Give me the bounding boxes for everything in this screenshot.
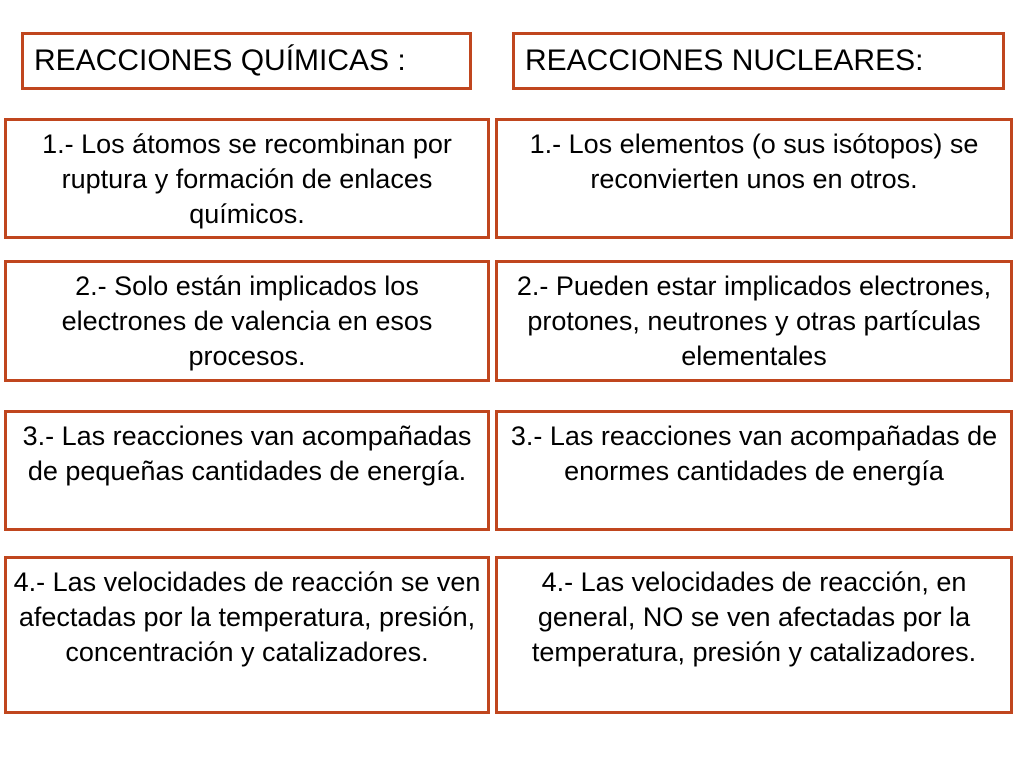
nucleares-item-1: [495, 118, 1013, 239]
nucleares-item-2: [495, 260, 1013, 382]
header-quimicas: [21, 32, 472, 90]
nucleares-item-4: [495, 556, 1013, 714]
quimicas-item-4-text: 4.- Las velocidades de reacción se ven afectadas por la temperatura, presión, concentración y catalizadores.: [13, 567, 481, 667]
quimicas-item-4: [4, 556, 490, 714]
quimicas-item-3: [4, 410, 490, 531]
header-nucleares-label: REACCIONES NUCLEARES:: [525, 44, 924, 77]
nucleares-item-2-text: 2.- Pueden estar implicados electrones, protones, neutrones y otras partículas elementales: [516, 271, 992, 371]
nucleares-item-3-text: 3.- Las reacciones van acompañadas de enormes cantidades de energía: [510, 421, 998, 486]
quimicas-item-2-text: 2.- Solo están implicados los electrones de valencia en esos procesos.: [61, 271, 433, 371]
header-nucleares: [512, 32, 1005, 90]
quimicas-item-1-text: 1.- Los átomos se recombinan por ruptura y formación de enlaces químicos.: [42, 129, 452, 229]
nucleares-item-1-text: 1.- Los elementos (o sus isótopos) se reconvierten unos en otros.: [529, 129, 979, 194]
nucleares-item-3: [495, 410, 1013, 531]
header-quimicas-label: REACCIONES QUÍMICAS :: [34, 44, 406, 77]
nucleares-item-4-text: 4.- Las velocidades de reacción, en general, NO se ven afectadas por la temperatura, presión y catalizadores.: [531, 567, 977, 667]
quimicas-item-2: [4, 260, 490, 382]
quimicas-item-3-text: 3.- Las reacciones van acompañadas de pequeñas cantidades de energía.: [22, 421, 472, 486]
quimicas-item-1: [4, 118, 490, 239]
